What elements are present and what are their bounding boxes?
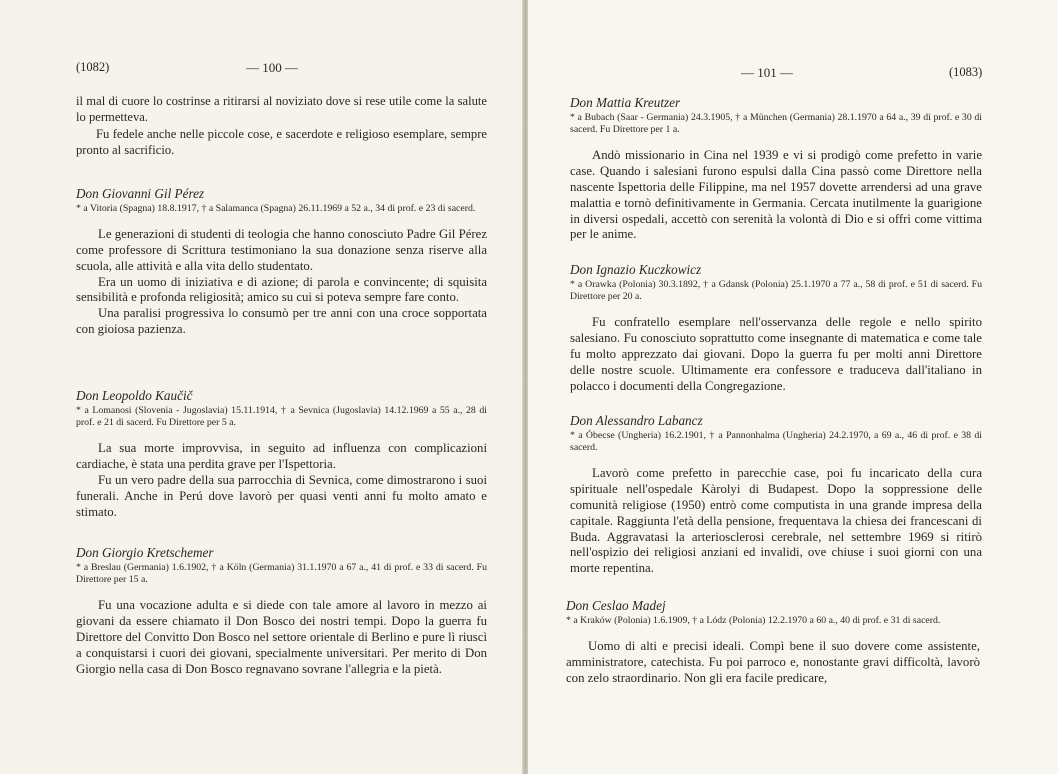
entry-name: Don Alessandro Labancz: [570, 413, 703, 428]
obituary-entry: [76, 186, 487, 338]
entry-details: * a Bubach (Saar - Germania) 24.3.1905, † a München (Germania) 28.1.1970 a 64 a., 39 di prof. e 30 di sacerd. Fu Direttore per 1 a.: [570, 112, 982, 136]
right-page-number: — 101 —: [741, 65, 793, 80]
entry-name: Don Ceslao Madej: [566, 598, 666, 613]
left-page: [0, 0, 525, 774]
entry-body: [76, 441, 487, 520]
left-intro: [76, 93, 487, 158]
entry-details: * a Kraków (Polonia) 1.6.1909, † a Lódz (Polonia) 12.2.1970 a 60 a., 40 di prof. e 31 di sacerd.: [566, 615, 941, 626]
entry-details: * a Vitoria (Spagna) 18.8.1917, † a Salamanca (Spagna) 26.11.1969 a 52 a., 34 di prof. e 23 di sacerd.: [76, 203, 476, 214]
entry-name: Don Mattia Kreutzer: [570, 95, 681, 110]
entry-paragraph: Uomo di alti e precisi ideali. Compì bene il suo dovere come assistente, amministratore, catechista. Fu poi parroco e, nonostante gravi difficoltà, lavorò con zelo straordinario. Non gli era facile predicare,: [566, 639, 980, 685]
entry-paragraph: Lavorò come prefetto in parecchie case, poi fu incaricato della cura spirituale nell'ospedale Kàrolyi di Budapest. Dopo la soppressione delle comunità religiose (1950) entrò come computista in una grande impresa della capitale. Raggiunta l'età della pensione, frequentava la chiesa dei francescani di Buda. Aggravatasi la arteriosclerosi cerebrale, nel settembre 1969 si ritirò nell'ospizio dei religiosi anziani ed invalidi, ove chiuse i suoi giorni con una morte repentina.: [570, 466, 982, 576]
left-page-number: — 100 —: [246, 60, 298, 75]
entry-paragraph: La sua morte improvvisa, in seguito ad influenza con complicazioni cardiache, è stata una perdita grave per l'Ispettoria.: [76, 441, 487, 472]
entry-details: * a Breslau (Germania) 1.6.1902, † a Köln (Germania) 31.1.1970 a 67 a., 41 di prof. e 33 di sacerd. Fu Direttore per 15 a.: [76, 562, 487, 586]
entry-body: [566, 639, 980, 686]
entry-body: [570, 466, 982, 577]
obituary-entry: [570, 413, 982, 577]
obituary-entry: [570, 95, 982, 243]
entry-paragraph: Fu una vocazione adulta e si diede con tale amore al lavoro in mezzo ai giovani da essere chiamato il Don Bosco dei nostri tempi. Dopo la guerra fu Direttore del Convitto Don Bosco nel settore orientale di Berlino e pure lì riuscì a conquistarsi i cuori dei giovani, specialmente universitari. Per merito di Don Giorgio nella casa di Don Bosco regnavano sovrane l'allegria e la pietà.: [76, 598, 487, 676]
entry-paragraph: Fu un vero padre della sua parrocchia di Sevnica, come dimostrarono i suoi funerali. Anche in Perú dove lavorò per quasi venti anni fu molto amato e stimato.: [76, 473, 487, 519]
entry-paragraph: Le generazioni di studenti di teologia che hanno conosciuto Padre Gil Pérez come professore di Scrittura testimoniano la sua donazione senza riserve alla scuola, alle attività e alla vita dello studentato.: [76, 227, 487, 273]
entry-name: Don Giorgio Kretschemer: [76, 545, 214, 560]
entry-details: * a Lomanosi (Slovenia - Jugoslavia) 15.11.1914, † a Sevnica (Jugoslavia) 14.12.1969 a 55 a., 28 di prof. e 21 di sacerd. Fu Direttore per 5 a.: [76, 405, 487, 429]
entry-paragraph: Fu confratello esemplare nell'osservanza delle regole e nello spirito salesiano. Fu conosciuto soprattutto come insegnante di matematica e come tale fu molto apprezzato dai giovani. Dopo la guerra fu per molti anni Direttore delle nostre scuole. Ultimamente era confessore e traduceva dall'italiano in polacco i documenti della Congregazione.: [570, 315, 982, 393]
entry-body: [76, 227, 487, 338]
left-folio: (1082): [76, 60, 110, 74]
entry-paragraph: Una paralisi progressiva lo consumò per tre anni con una croce sopportata con gioiosa pazienza.: [76, 306, 487, 336]
intro-paragraph: il mal di cuore lo costrinse a ritirarsi al noviziato dove si rese utile come la salute lo permetteva.: [76, 94, 487, 125]
entry-body: [570, 315, 982, 394]
entry-paragraph: Era un uomo di iniziativa e di azione; di parola e convincente; di squisita sensibilità e profonda religiosità; amico su cui si poteva sempre fare conto.: [76, 274, 487, 305]
obituary-entry: [570, 262, 982, 394]
entry-details: * a Óbecse (Ungheria) 16.2.1901, † a Pannonhalma (Ungheria) 24.2.1970, a 69 a., 46 di prof. e 38 di sacerd.: [570, 430, 982, 454]
right-page: [528, 0, 1058, 774]
entry-name: Don Leopoldo Kaučič: [76, 388, 193, 403]
obituary-entry: [566, 598, 980, 687]
right-folio: (1083): [949, 65, 983, 79]
obituary-entry: [76, 545, 487, 677]
entry-paragraph: Andò missionario in Cina nel 1939 e vi si prodigò come prefetto in varie case. Quando i salesiani furono espulsi dalla Cina passò come Direttore nella nascente Ispettoria delle Filippine, ma nel 1957 dovette arrendersi ad una grave malattia e tornò definitivamente in Germania. Cercata inutilmente la guarigione in diversi ospedali, accettò con serenità la volontà di Dio e si offrì come vittima per le anime.: [570, 148, 982, 242]
entry-name: Don Ignazio Kuczkowicz: [570, 262, 702, 277]
obituary-entry: [76, 388, 487, 520]
entry-name: Don Giovanni Gil Pérez: [76, 186, 205, 201]
entry-body: [76, 598, 487, 677]
entry-details: * a Orawka (Polonia) 30.3.1892, † a Gdansk (Polonia) 25.1.1970 a 77 a., 58 di prof. e 51 di sacerd. Fu Direttore per 20 a.: [570, 279, 982, 303]
entry-body: [570, 148, 982, 243]
intro-paragraph: Fu fedele anche nelle piccole cose, e sacerdote e religioso esemplare, sempre pronto al sacrificio.: [76, 126, 487, 157]
